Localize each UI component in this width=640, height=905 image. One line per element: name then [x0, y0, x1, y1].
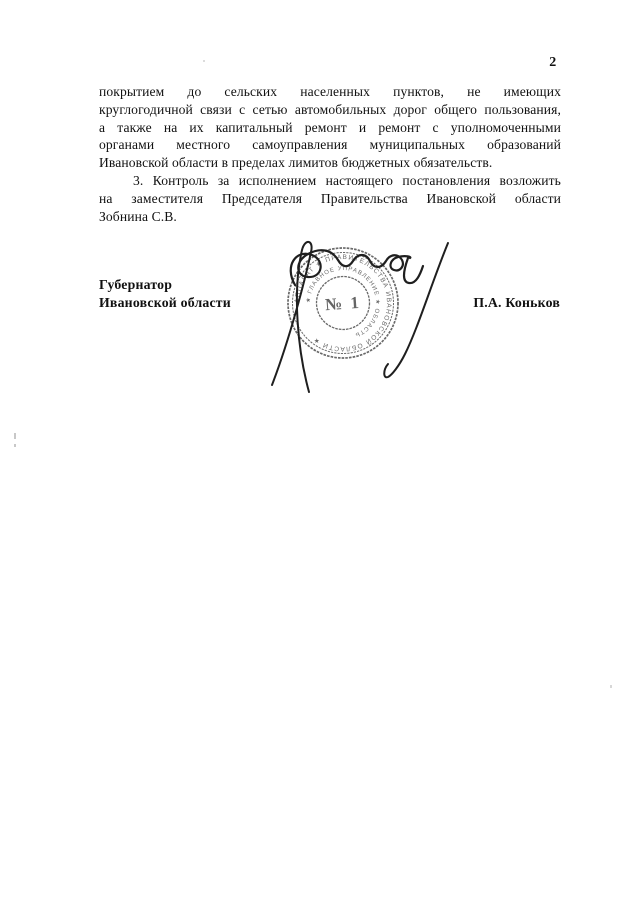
body-line: круглогодичной связи с сетью автомобильных дорог общего пользования,	[99, 101, 561, 117]
signer-name: П.А. Коньков	[473, 294, 560, 310]
body-line: 3. Контроль за исполнением настоящего постановления возложить	[133, 172, 561, 188]
scan-artifact	[14, 433, 16, 439]
stamp-inner-ring-text: ★ ГЛАВНОЕ УПРАВЛЕНИЕ ★ ОБЛАСТЬ	[305, 265, 381, 338]
page-number: 2	[549, 55, 557, 70]
signer-title	[99, 276, 231, 312]
signer-title-line2: Ивановской области	[99, 294, 231, 310]
body-line: покрытием до сельских населенных пунктов, не имеющих	[99, 84, 561, 99]
signer-title-line1: Губернатор	[99, 277, 173, 292]
scan-artifact	[203, 60, 205, 62]
body-line: органами местного самоуправления муниципальных образований	[99, 137, 561, 153]
body-line: Зобнина С.В.	[99, 208, 177, 224]
body-line: а также на их капитальный ремонт и ремонт с уполномоченными	[99, 119, 561, 135]
stamp-number-text: № 1	[324, 292, 362, 315]
scan-artifact	[14, 444, 16, 447]
body-line: Ивановской области в пределах лимитов бюджетных обязательств.	[99, 155, 493, 171]
scan-artifact	[610, 685, 612, 688]
stamp-outer-ring-text: АППАРАТ ★ ПРАВИТЕЛЬСТВА ИВАНОВСКОЙ ОБЛАСТИ ★	[293, 253, 393, 353]
stamp-and-signature	[250, 220, 470, 405]
body-line: на заместителя Председателя Правительства Ивановской области	[99, 190, 561, 206]
document-body	[99, 83, 561, 225]
